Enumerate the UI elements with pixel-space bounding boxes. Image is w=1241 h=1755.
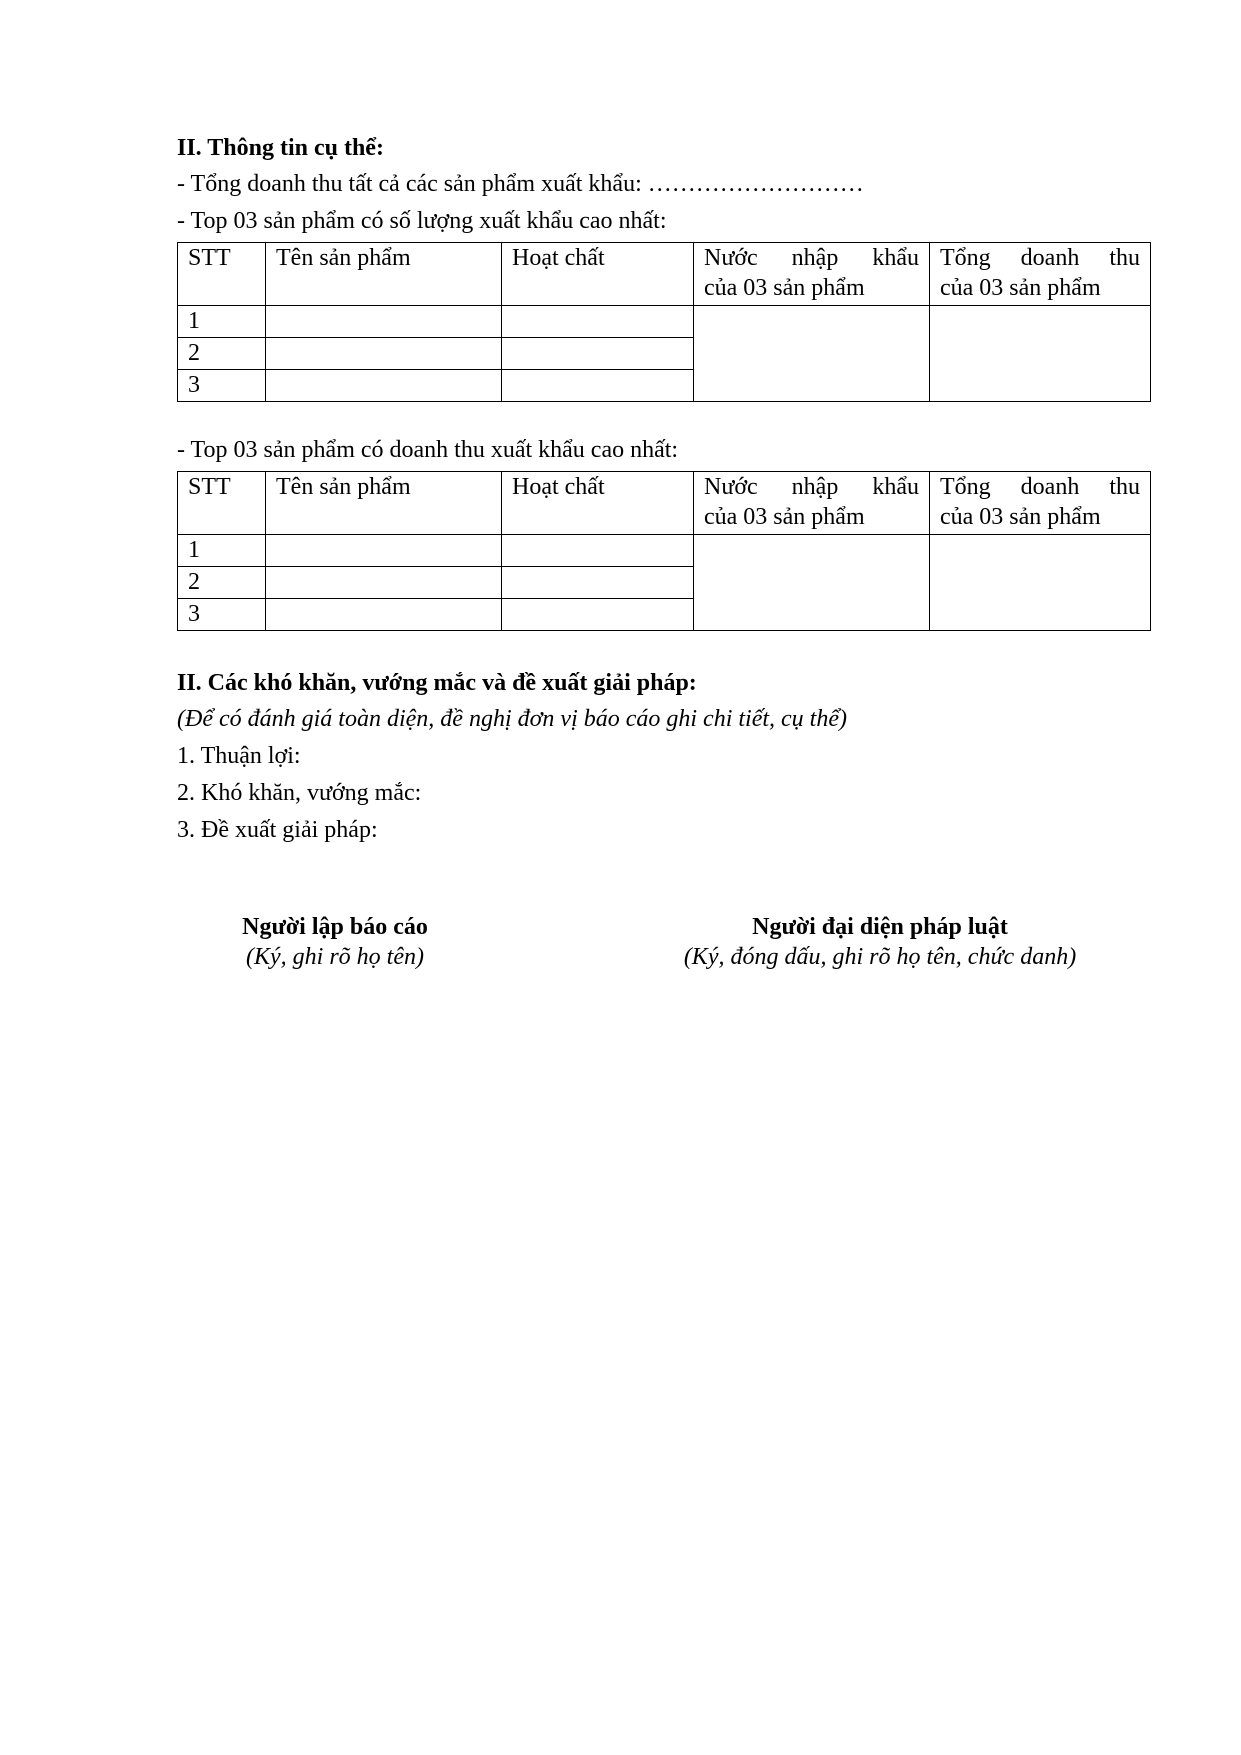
ingredient-cell	[502, 338, 694, 370]
reporter-note: (Ký, ghi rõ họ tên)	[246, 944, 424, 970]
product-name-cell	[266, 599, 502, 631]
row-number: 1	[178, 535, 266, 567]
top-revenue-table	[177, 471, 1151, 631]
table-row	[178, 535, 1151, 567]
header-total-revenue	[930, 243, 1151, 306]
table-header-row	[178, 243, 1151, 306]
header-total-revenue-line1: Tổng doanh thu	[940, 245, 1140, 271]
reporter-title: Người lập báo cáo	[242, 914, 428, 940]
header-total-revenue-line1: Tổng doanh thu	[940, 474, 1140, 500]
ingredient-cell	[502, 370, 694, 402]
ingredient-cell	[502, 535, 694, 567]
row-number: 1	[178, 306, 266, 338]
section-heading-difficulties: II. Các khó khăn, vướng mắc và đề xuất giải pháp:	[177, 670, 697, 696]
header-product-name: Tên sản phẩm	[266, 472, 502, 535]
import-country-cell	[694, 306, 930, 402]
header-stt: STT	[178, 472, 266, 535]
section-heading-specific-info: II. Thông tin cụ thể:	[177, 135, 384, 161]
table-header-row	[178, 472, 1151, 535]
header-total-revenue	[930, 472, 1151, 535]
top-revenue-title: - Top 03 sản phẩm có doanh thu xuất khẩu cao nhất:	[177, 437, 679, 463]
ingredient-cell	[502, 567, 694, 599]
header-import-country	[694, 243, 930, 306]
header-active-ingredient: Hoạt chất	[502, 243, 694, 306]
total-revenue-cell	[930, 306, 1151, 402]
total-revenue-cell	[930, 535, 1151, 631]
header-product-name: Tên sản phẩm	[266, 243, 502, 306]
import-country-cell	[694, 535, 930, 631]
top-quantity-table	[177, 242, 1151, 402]
header-import-country-line2: của 03 sản phẩm	[704, 504, 865, 530]
header-active-ingredient: Hoạt chất	[502, 472, 694, 535]
row-number: 3	[178, 370, 266, 402]
legal-representative-signature-block	[630, 912, 1130, 972]
item-proposals: 3. Đề xuất giải pháp:	[177, 817, 378, 843]
reporter-signature-block	[200, 912, 470, 972]
section-note: (Để có đánh giá toàn diện, đề nghị đơn vị báo cáo ghi chi tiết, cụ thể)	[177, 706, 847, 732]
row-number: 3	[178, 599, 266, 631]
row-number: 2	[178, 338, 266, 370]
top-quantity-title: - Top 03 sản phẩm có số lượng xuất khẩu cao nhất:	[177, 208, 667, 234]
ingredient-cell	[502, 306, 694, 338]
row-number: 2	[178, 567, 266, 599]
header-import-country-line2: của 03 sản phẩm	[704, 275, 865, 301]
table-row	[178, 306, 1151, 338]
header-import-country-line1: Nước nhập khẩu	[704, 245, 919, 271]
product-name-cell	[266, 306, 502, 338]
total-revenue-line: - Tổng doanh thu tất cả các sản phẩm xuất khẩu: ………………………	[177, 171, 864, 197]
ingredient-cell	[502, 599, 694, 631]
item-advantages: 1. Thuận lợi:	[177, 743, 301, 769]
product-name-cell	[266, 535, 502, 567]
legal-representative-note: (Ký, đóng dấu, ghi rõ họ tên, chức danh)	[683, 944, 1077, 970]
header-total-revenue-line2: của 03 sản phẩm	[940, 275, 1101, 301]
product-name-cell	[266, 370, 502, 402]
item-difficulties: 2. Khó khăn, vướng mắc:	[177, 780, 422, 806]
legal-representative-title: Người đại diện pháp luật	[752, 914, 1008, 940]
header-import-country	[694, 472, 930, 535]
product-name-cell	[266, 338, 502, 370]
header-total-revenue-line2: của 03 sản phẩm	[940, 504, 1101, 530]
product-name-cell	[266, 567, 502, 599]
header-import-country-line1: Nước nhập khẩu	[704, 474, 919, 500]
header-stt: STT	[178, 243, 266, 306]
